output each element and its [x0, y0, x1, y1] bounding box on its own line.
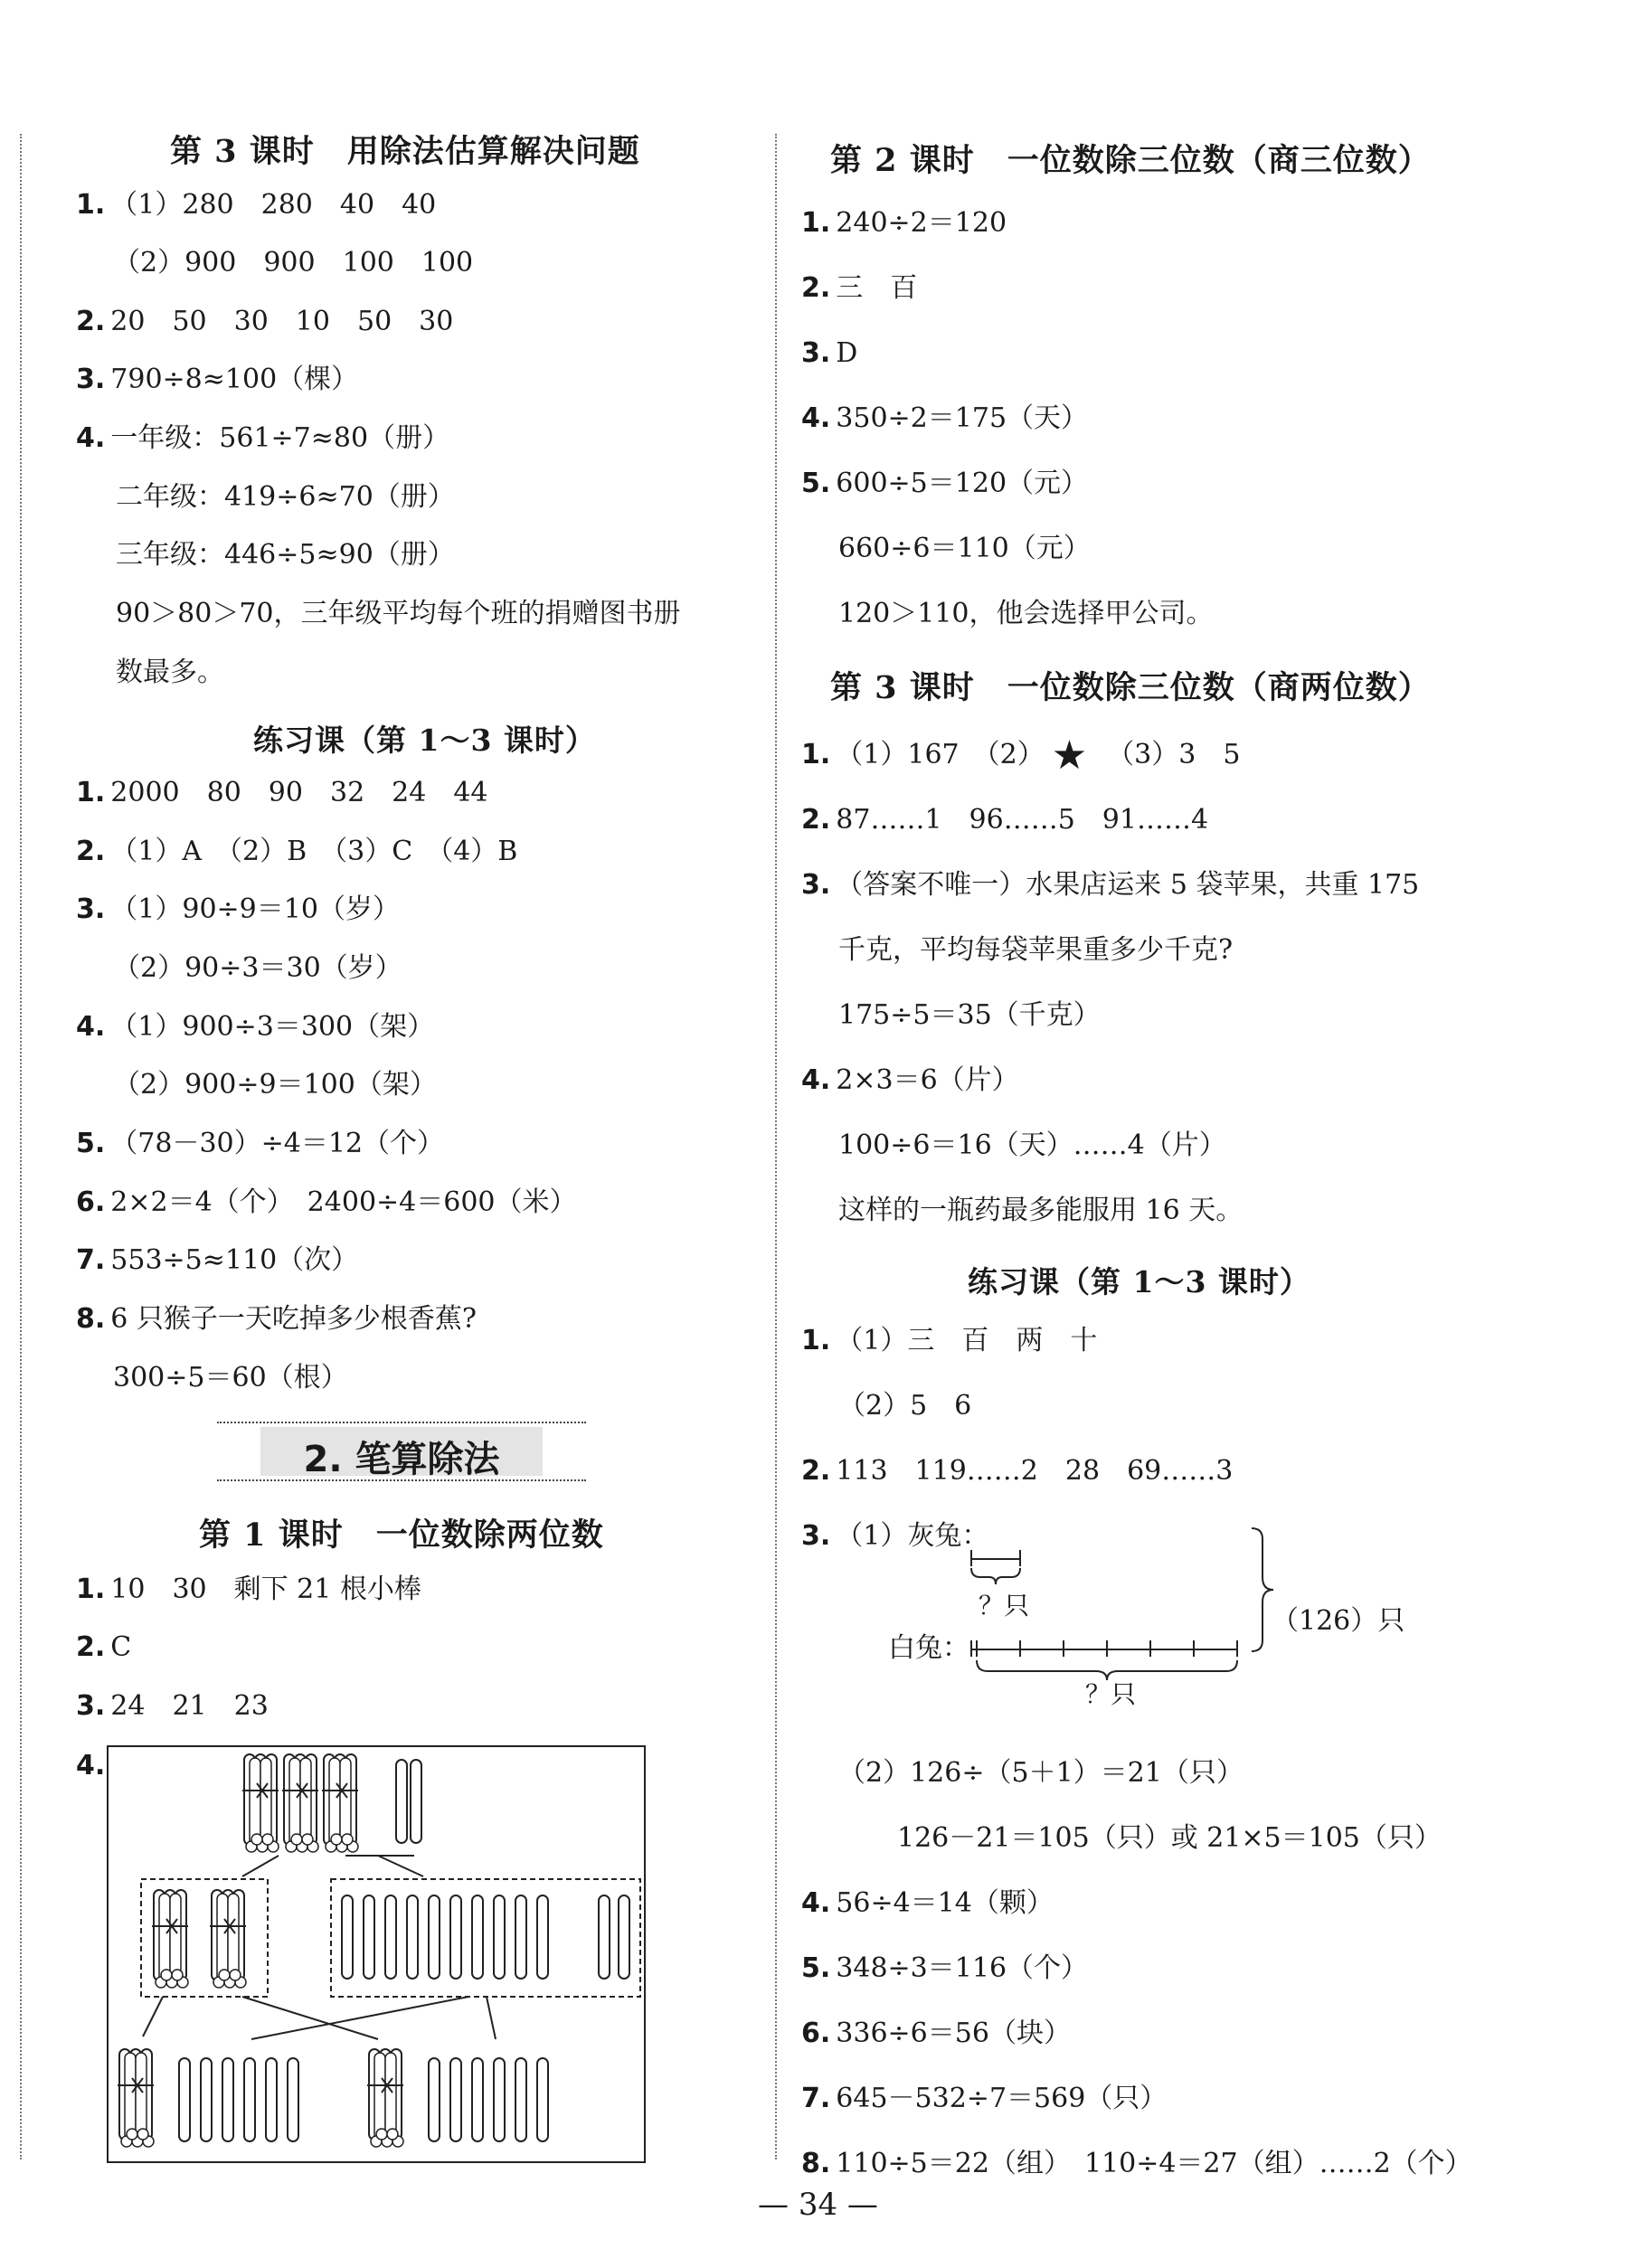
answer-2: 2. 20 50 30 10 50 30 [76, 306, 454, 337]
r3-answer-6: 6. 336÷6＝56（块） [801, 2018, 1071, 2049]
practice-2: 2. （1）A （2）B （3）C （4）B [76, 836, 518, 867]
r-answer-5: 5. 600÷5＝120（元） [801, 468, 1089, 499]
r3-answer-3: 3. （1）灰兔： [801, 1520, 989, 1552]
lesson1-heading: 第 1 课时 一位数除两位数 [199, 1517, 604, 1554]
stick-bundle-diagram [107, 1745, 646, 2163]
answer-1-part2: （2）900 900 100 100 [113, 247, 474, 279]
practice-1: 1. 2000 80 90 32 24 44 [76, 777, 488, 808]
r2-answer-4-line3: 这样的一瓶药最多能服用 16 天。 [838, 1195, 1244, 1226]
gray-rabbit-question: ？只 [979, 1591, 1030, 1621]
answer-4-conclusion: 数最多。 [116, 657, 224, 688]
left-margin-line [20, 134, 22, 2159]
bundle-top-1 [242, 1754, 279, 1852]
r3-answer-3-part2: （2）126÷（5＋1）＝21（只） [838, 1757, 1244, 1789]
practice2-heading: 练习课（第 1～3 课时） [968, 1264, 1310, 1299]
r2-answer-3: 3. （答案不唯一）水果店运来 5 袋苹果，共重 175 [801, 869, 1420, 901]
star-icon: ★ [1051, 732, 1088, 779]
page-number: — 34 — [758, 2187, 878, 2223]
lesson1-answer-3: 3. 24 21 23 [76, 1690, 269, 1722]
r-answer-1: 1. 240÷2＝120 [801, 207, 1007, 239]
r3-answer-8: 8. 110÷5＝22（组） 110÷4＝27（组）……2（个） [801, 2148, 1472, 2179]
bundle-top-3 [322, 1754, 358, 1852]
lesson2-heading: 第 2 课时 一位数除三位数（商三位数） [830, 142, 1431, 179]
answer-3: 3. 790÷8≈100（棵） [76, 364, 359, 395]
r-answer-5-line2: 660÷6＝110（元） [838, 533, 1091, 564]
answer-4-grade2: 二年级：419÷6≈70（册） [116, 481, 455, 513]
section-title: 2. 笔算除法 [303, 1439, 500, 1480]
r2-answer-4-line2: 100÷6＝16（天）……4（片） [838, 1129, 1226, 1161]
practice-7: 7. 553÷5≈110（次） [76, 1244, 359, 1276]
practice-6: 6. 2×2＝4（个） 2400÷4＝600（米） [76, 1186, 577, 1218]
bundle-mid-2 [210, 1890, 246, 1988]
gray-rabbit-segment [971, 1550, 1020, 1584]
bundle-top-2 [282, 1754, 318, 1852]
lesson3-heading: 第 3 课时 用除法估算解决问题 [170, 133, 640, 170]
r3-answer-4: 4. 56÷4＝14（颗） [801, 1887, 1054, 1919]
answer-1: 1. （1）280 280 40 40 [76, 189, 437, 221]
practice-3: 3. （1）90÷9＝10（岁） [76, 893, 400, 925]
white-rabbit-question: ？只 [1085, 1679, 1137, 1709]
answer-4: 4. 一年级：561÷7≈80（册） [76, 422, 450, 454]
r2-answer-3-line2: 千克，平均每袋苹果重多少千克? [838, 934, 1234, 966]
r2-answer-3-line3: 175÷5＝35（千克） [838, 999, 1101, 1031]
total-label: （126）只 [1272, 1605, 1405, 1637]
r2-answer-4: 4. 2×3＝6（片） [801, 1064, 1019, 1096]
r2-answer-2: 2. 87……1 96……5 91……4 [801, 804, 1209, 836]
lesson1-answer-4: 4. [76, 1750, 106, 1781]
r3-answer-1: 1. （1）三 百 两 十 [801, 1325, 1098, 1356]
stick-top-1 [396, 1760, 407, 1843]
answer-4-grade3: 三年级：446÷5≈90（册） [116, 539, 455, 571]
r-answer-3: 3. D [801, 337, 858, 369]
section-band [217, 1422, 586, 1481]
white-rabbit-label: 白兔： [888, 1632, 969, 1664]
r3-answer-1-part2: （2）5 6 [838, 1390, 972, 1422]
practice-heading: 练习课（第 1～3 课时） [253, 723, 596, 758]
stick-top-2 [411, 1760, 421, 1843]
practice-8-answer: 300÷5＝60（根） [113, 1362, 348, 1394]
bundle-bottom-2 [367, 2049, 403, 2147]
practice-5: 5. （78－30）÷4＝12（个） [76, 1128, 445, 1159]
column-divider [775, 134, 777, 2159]
practice-4: 4. （1）900÷3＝300（架） [76, 1011, 435, 1043]
lesson1-answer-2: 2. C [76, 1631, 132, 1663]
bundle-bottom-1 [118, 2049, 154, 2147]
r-answer-5-line3: 120＞110，他会选择甲公司。 [838, 598, 1214, 629]
lesson3b-heading: 第 3 课时 一位数除三位数（商两位数） [830, 669, 1431, 706]
bundle-mid-1 [152, 1890, 188, 1988]
r2-answer-1: 1. （1）167 （2） ★ （3）3 5 [801, 732, 1241, 779]
r-answer-2: 2. 三 百 [801, 272, 918, 304]
practice-4-part2: （2）900÷9＝100（架） [113, 1069, 437, 1101]
r3-answer-5: 5. 348÷3＝116（个） [801, 1952, 1089, 1984]
practice-8: 8. 6 只猴子一天吃掉多少根香蕉? [76, 1303, 477, 1335]
r3-answer-3-part2-line2: 126－21＝105（只）或 21×5＝105（只） [897, 1822, 1442, 1854]
lesson1-answer-1: 1. 10 30 剩下 21 根小棒 [76, 1573, 421, 1605]
answer-4-compare: 90＞80＞70，三年级平均每个班的捐赠图书册 [116, 598, 681, 629]
practice-3-part2: （2）90÷3＝30（岁） [113, 952, 402, 984]
r3-answer-7: 7. 645－532÷7＝569（只） [801, 2083, 1168, 2114]
r3-answer-2: 2. 113 119……2 28 69……3 [801, 1455, 1234, 1487]
r-answer-4: 4. 350÷2＝175（天） [801, 402, 1089, 434]
